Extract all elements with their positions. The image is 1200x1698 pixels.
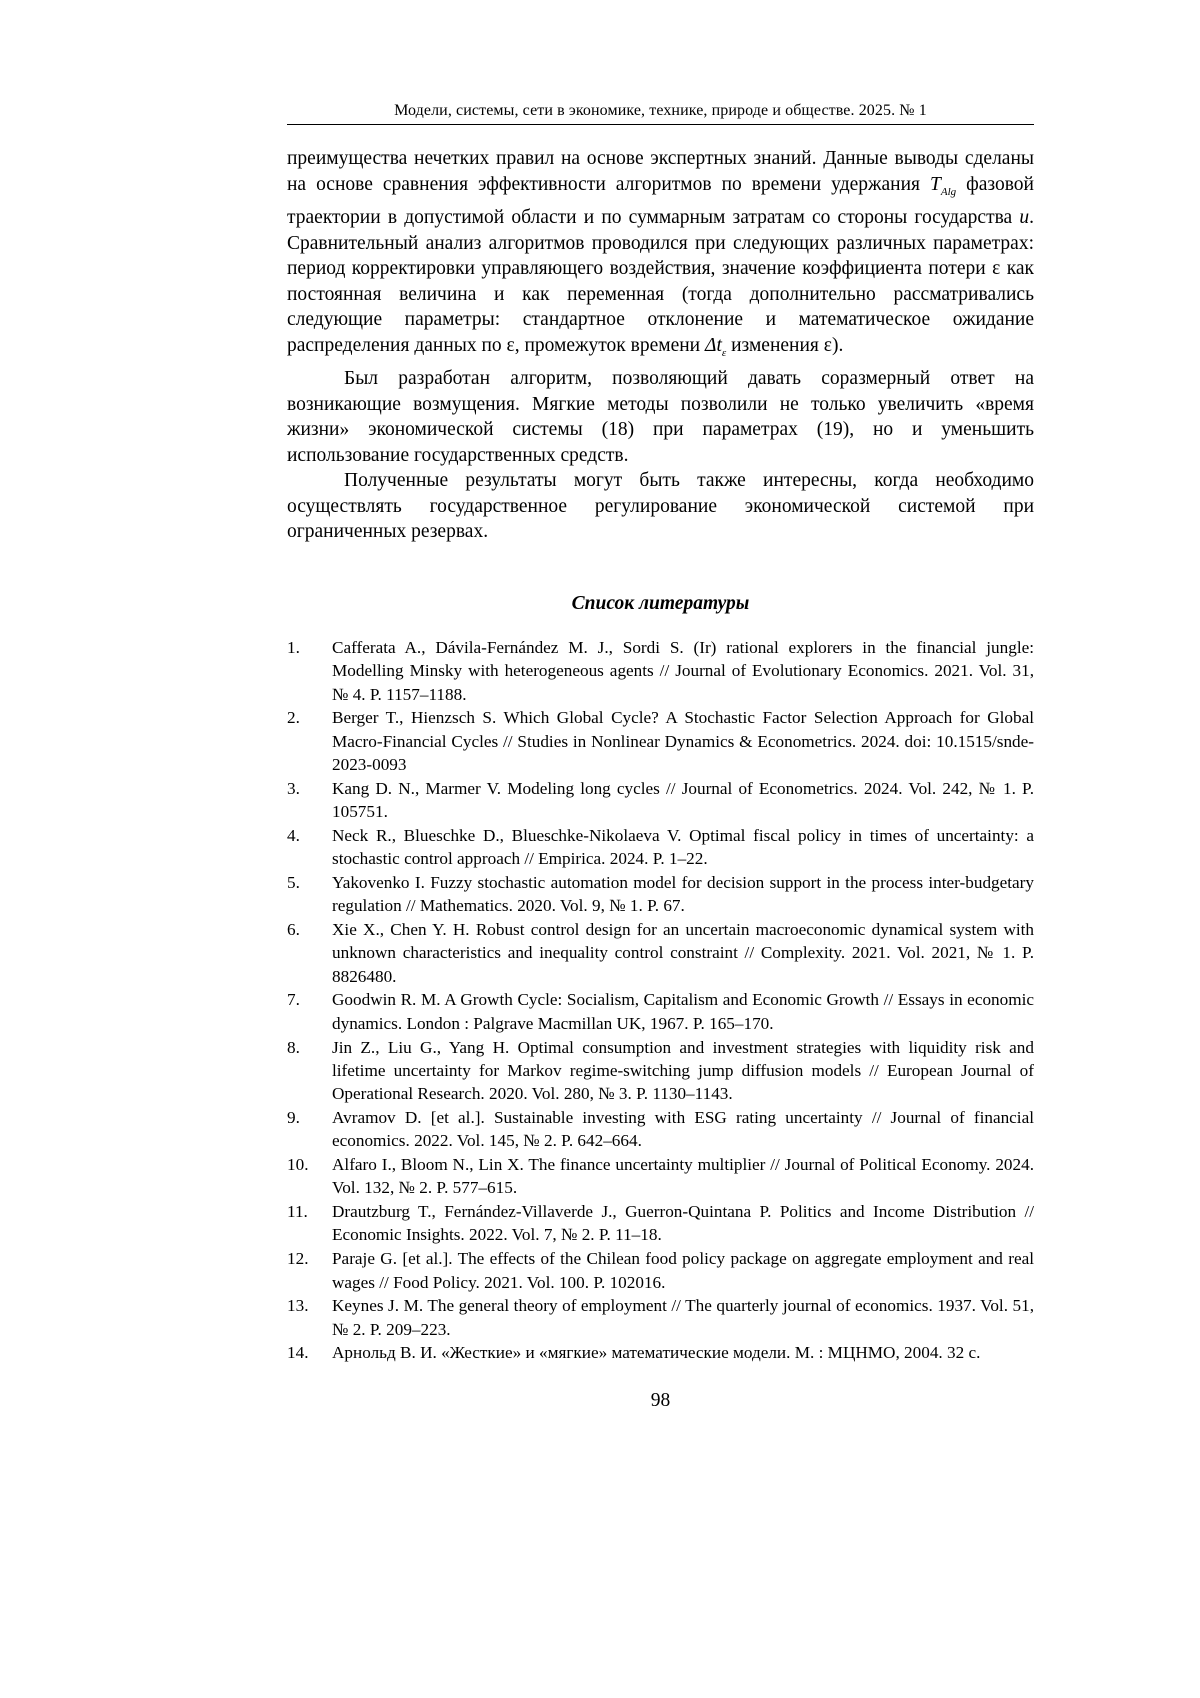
reference-text: Avramov D. [et al.]. Sustainable investing with ESG rating uncertainty // Journal of financial economics. 2022. Vol. 145, № 2. P. 642–664. [332, 1107, 1034, 1151]
reference-item [287, 988, 1034, 1035]
reference-text: Yakovenko I. Fuzzy stochastic automation model for decision support in the process inter-budgetary regulation // Mathematics. 2020. Vol. 9, № 1. P. 67. [332, 872, 1034, 916]
reference-number: 1. [287, 638, 300, 657]
reference-text: Xie X., Chen Y. H. Robust control design for an uncertain macroeconomic dynamical system with unknown characteristics and inequality control constraint // Complexity. 2021. Vol. 2021, № 1. P. 8826480. [332, 920, 1034, 986]
reference-number: 9. [287, 1107, 300, 1127]
reference-item [287, 636, 1034, 706]
reference-number: 6. [287, 920, 300, 940]
reference-text: Alfaro I., Bloom N., Lin X. The finance uncertainty multiplier // Journal of Political Economy. 2024. Vol. 132, № 2. P. 577–615. [332, 1155, 1034, 1198]
reference-number: 13. [287, 1296, 309, 1316]
reference-text: Berger T., Hienzsch S. Which Global Cycle? A Stochastic Factor Selection Approach for Global Macro-Financial Cycles // Studies in Nonlinear Dynamics & Econometrics. 2024. doi: 10.1515/snde-2023-0093 [332, 708, 1034, 774]
reference-text: Jin Z., Liu G., Yang H. Optimal consumption and investment strategies with liquidity risk and lifetime uncertainty for Markov regime-switching jump diffusion models // European Journal of Operational Research. 2020. Vol. 280, № 3. P. 1130–1143. [332, 1037, 1034, 1104]
paragraph-1-part-b: фазовой траектории в допустимой области и по суммарным затратам со стороны государства [287, 173, 1034, 228]
reference-number: 12. [287, 1249, 309, 1269]
reference-item [287, 1200, 1034, 1247]
reference-item [287, 1294, 1034, 1341]
reference-text: Goodwin R. M. A Growth Cycle: Socialism, Capitalism and Economic Growth // Essays in economic dynamics. London : Palgrave Macmillan UK, 1967. P. 165–170. [332, 990, 1034, 1033]
running-header: Модели, системы, сети в экономике, технике, природе и обществе. 2025. № 1 [287, 102, 1034, 125]
reference-item [287, 1153, 1034, 1200]
reference-item [287, 1036, 1034, 1106]
reference-text: Drautzburg T., Fernández-Villaverde J., Guerron-Quintana P. Politics and Income Distribution // Economic Insights. 2022. Vol. 7, № 2. P. 11–18. [332, 1202, 1034, 1245]
reference-item [287, 1247, 1034, 1294]
reference-number: 5. [287, 872, 300, 892]
body-text [287, 146, 1034, 545]
reference-number: 14. [287, 1343, 309, 1363]
math-dt-subscript: ε [721, 346, 727, 359]
reference-text: Neck R., Blueschke D., Blueschke-Nikolaeva V. Optimal fiscal policy in times of uncertainty: a stochastic control approach // Empirica. 2024. P. 1–22. [332, 825, 1034, 869]
paragraph-2: Был разработан алгоритм, позволяющий давать соразмерный ответ на возникающие возмущения. Мягкие методы позволили не только увеличить «время жизни» экономической системы (18) при параметрах (19), но и уменьшить использование государственных средств. [287, 368, 1034, 466]
page-number: 98 [650, 1390, 671, 1411]
paragraph-3: Полученные результаты могут быть также интересны, когда необходимо осуществлять государственное регулирование экономической системой при ограниченных резервах. [287, 470, 1034, 542]
paragraph-1-part-a: преимущества нечетких правил на основе экспертных знаний. Данные выводы сделаны на основе сравнения эффективности алгоритмов по времени удержания [287, 148, 1034, 195]
math-dt: Δt [705, 334, 722, 356]
paragraph-1-part-d: изменения ε). [726, 334, 844, 356]
math-T: T [929, 173, 941, 195]
math-u: u [1019, 207, 1030, 228]
reference-number: 4. [287, 825, 300, 845]
reference-item [287, 706, 1034, 776]
reference-number: 8. [287, 1037, 300, 1057]
references-list [287, 636, 1034, 1365]
reference-item [287, 777, 1034, 824]
reference-item [287, 824, 1034, 871]
math-T-alg [929, 173, 957, 198]
reference-number: 7. [287, 990, 300, 1010]
reference-text: Cafferata A., Dávila-Fernández M. J., Sordi S. (Ir) rational explorers in the financial jungle: Modelling Minsky with heterogeneous agents // Journal of Evolutionary Economics. 2021. Vol. 31, № 4. P. 1157–1188. [332, 638, 1034, 704]
math-delta-t [705, 334, 727, 359]
paragraph-1 [287, 146, 1034, 366]
reference-number: 3. [287, 778, 300, 798]
reference-text: Kang D. N., Marmer V. Modeling long cycles // Journal of Econometrics. 2024. Vol. 242, № 1. P. 105751. [332, 778, 1034, 822]
reference-number: 2. [287, 708, 300, 728]
reference-item [287, 918, 1034, 988]
reference-number: 10. [287, 1155, 309, 1175]
reference-text: Keynes J. M. The general theory of employment // The quarterly journal of economics. 1937. Vol. 51, № 2. P. 209–223. [332, 1296, 1034, 1339]
reference-item [287, 1341, 1034, 1364]
reference-number: 11. [287, 1202, 308, 1222]
reference-item [287, 871, 1034, 918]
reference-text: Арнольд В. И. «Жесткие» и «мягкие» математические модели. М. : МЦНМО, 2004. 32 с. [332, 1343, 981, 1363]
paragraph-1-part-c: . Сравнительный анализ алгоритмов проводился при следующих различных параметрах: период корректировки управляющего воздействия, значение коэффициента потери ε как постоянная величина и как переменная (тогда дополнительно рассматривались следующие параметры: стандартное отклонение и математическое ожидание распределения данных по ε, промежуток времени [287, 207, 1034, 356]
math-T-subscript: Alg [940, 185, 957, 198]
reference-text: Paraje G. [et al.]. The effects of the Chilean food policy package on aggregate employment and real wages // Food Policy. 2021. Vol. 100. P. 102016. [332, 1249, 1034, 1292]
references-title: Список литературы [571, 593, 750, 614]
reference-item [287, 1106, 1034, 1153]
